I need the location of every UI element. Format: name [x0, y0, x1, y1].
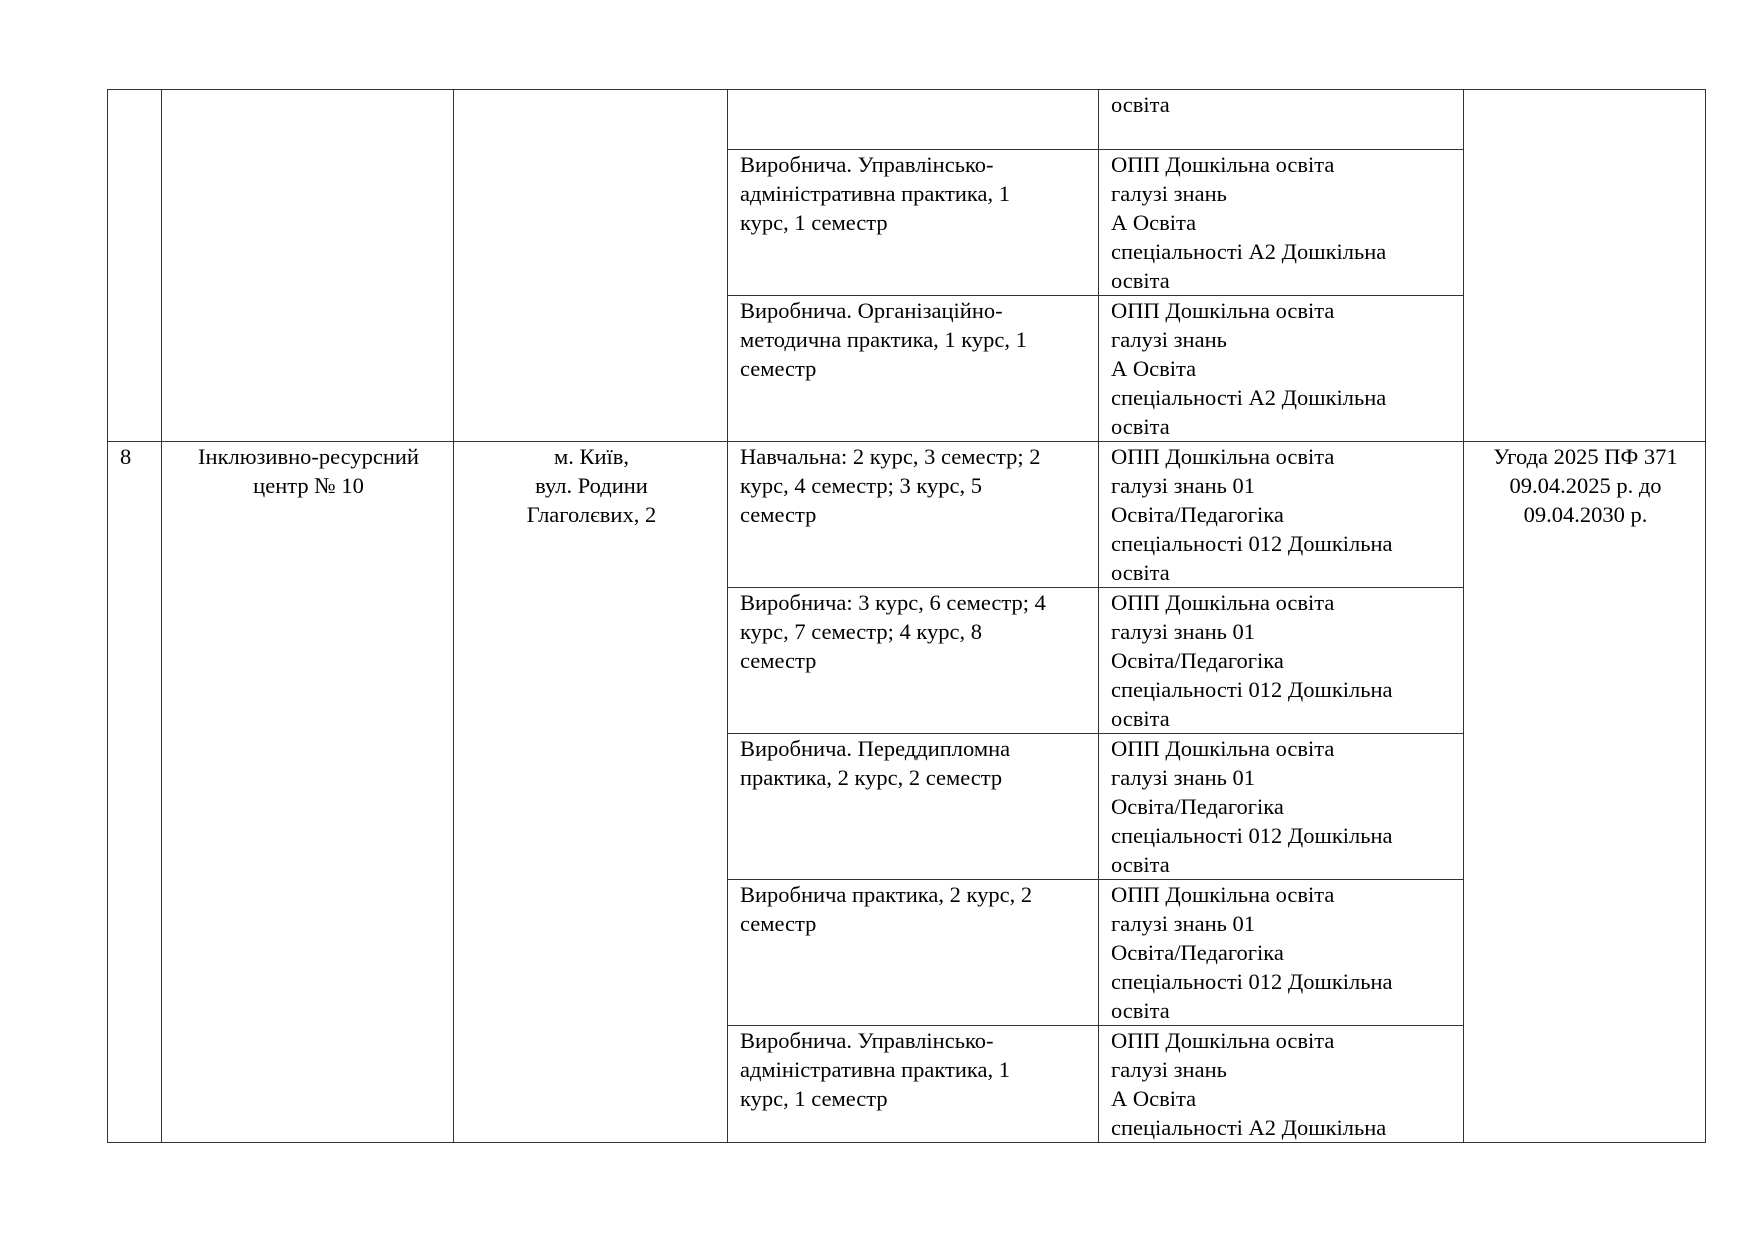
practice-cell: Навчальна: 2 курс, 3 семестр; 2 курс, 4 семестр; 3 курс, 5 семестр — [728, 442, 1099, 588]
address-cell: м. Київ, вул. Родини Глаголєвих, 2 — [454, 442, 728, 1143]
institution-cell: Інклюзивно-ресурсний центр № 10 — [162, 442, 454, 1143]
program-cell: ОПП Дошкільна освіта галузі знань А Освіта спеціальності А2 Дошкільна освіта — [1099, 296, 1464, 442]
practice-cell: Виробнича. Управлінсько- адміністративна практика, 1 курс, 1 семестр — [728, 150, 1099, 296]
agreement-cell: Угода 2025 ПФ 371 09.04.2025 р. до 09.04.2030 р. — [1464, 442, 1706, 1143]
address-cell — [454, 90, 728, 442]
agreement-cell — [1464, 90, 1706, 442]
practice-bases-table — [107, 89, 1706, 1143]
program-cell: ОПП Дошкільна освіта галузі знань 01 Освіта/Педагогіка спеціальності 012 Дошкільна освіта — [1099, 734, 1464, 880]
program-cell: ОПП Дошкільна освіта галузі знань А Освіта спеціальності А2 Дошкільна — [1099, 1026, 1464, 1143]
practice-cell: Виробнича. Переддипломна практика, 2 курс, 2 семестр — [728, 734, 1099, 880]
practice-cell: Виробнича: 3 курс, 6 семестр; 4 курс, 7 семестр; 4 курс, 8 семестр — [728, 588, 1099, 734]
table-row — [108, 442, 1706, 588]
program-cell: ОПП Дошкільна освіта галузі знань 01 Освіта/Педагогіка спеціальності 012 Дошкільна освіта — [1099, 442, 1464, 588]
table-row — [108, 90, 1706, 150]
program-cell: освіта — [1099, 90, 1464, 150]
institution-cell — [162, 90, 454, 442]
program-cell: ОПП Дошкільна освіта галузі знань 01 Освіта/Педагогіка спеціальності 012 Дошкільна освіта — [1099, 880, 1464, 1026]
practice-cell: Виробнича. Організаційно- методична практика, 1 курс, 1 семестр — [728, 296, 1099, 442]
number-cell — [108, 90, 162, 442]
program-cell: ОПП Дошкільна освіта галузі знань 01 Освіта/Педагогіка спеціальності 012 Дошкільна освіта — [1099, 588, 1464, 734]
practice-cell: Виробнича. Управлінсько- адміністративна практика, 1 курс, 1 семестр — [728, 1026, 1099, 1143]
practice-cell — [728, 90, 1099, 150]
practice-cell: Виробнича практика, 2 курс, 2 семестр — [728, 880, 1099, 1026]
number-cell: 8 — [108, 442, 162, 1143]
program-cell: ОПП Дошкільна освіта галузі знань А Освіта спеціальності А2 Дошкільна освіта — [1099, 150, 1464, 296]
